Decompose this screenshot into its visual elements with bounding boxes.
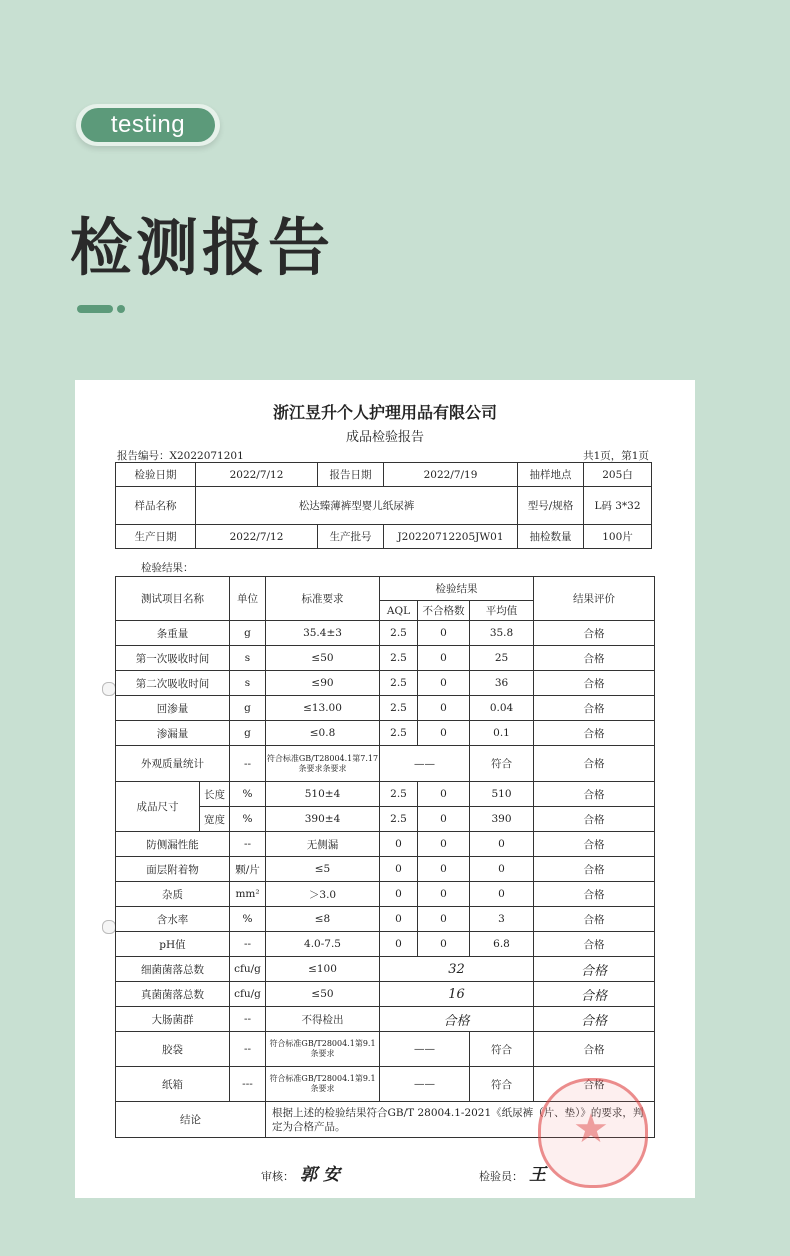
row-unit: g: [230, 621, 266, 646]
row-subitem: 长度: [200, 782, 230, 807]
row-item: 防侧漏性能: [116, 832, 230, 857]
row-standard: 符合标准GB/T28004.1第9.1条要求: [266, 1067, 380, 1102]
row-item: 杂质: [116, 882, 230, 907]
header-fail: 不合格数: [418, 601, 470, 621]
inspect-date: 2022/7/12: [196, 463, 318, 487]
row-item: 条重量: [116, 621, 230, 646]
conclusion-text: 根据上述的检验结果符合GB/T 28004.1-2021《纸尿裤（片、垫）》的要求，判定为合格产品。: [266, 1102, 655, 1138]
row-unit: --: [230, 1007, 266, 1032]
table-row: [116, 671, 655, 696]
row-eval: 合格: [534, 807, 655, 832]
row-eval: 合格: [534, 721, 655, 746]
testing-badge: [76, 104, 220, 146]
row-eval: 合格: [534, 646, 655, 671]
row-eval: 合格: [534, 932, 655, 957]
company-seal-stamp: [538, 1078, 648, 1188]
report-date: 2022/7/19: [384, 463, 518, 487]
row-aql: 2.5: [380, 671, 418, 696]
row-eval: 合格: [534, 782, 655, 807]
row-standard: 4.0-7.5: [266, 932, 380, 957]
row-avg: 符合: [470, 1067, 534, 1102]
reviewer-label: 审核：: [261, 1170, 294, 1183]
row-unit: g: [230, 696, 266, 721]
table-row: [116, 982, 655, 1007]
row-avg: 符合: [470, 746, 534, 782]
row-standard: 符合标准GB/T28004.1第9.1条要求: [266, 1032, 380, 1067]
row-unit: %: [230, 782, 266, 807]
row-eval: 合格: [534, 882, 655, 907]
table-row: [116, 721, 655, 746]
row-unit: s: [230, 646, 266, 671]
row-item: 第二次吸收时间: [116, 671, 230, 696]
row-fail: 0: [418, 782, 470, 807]
row-eval: 合格: [534, 832, 655, 857]
batch: J20220712205JW01: [384, 525, 518, 549]
row-unit: s: [230, 671, 266, 696]
row-aql: 2.5: [380, 721, 418, 746]
row-aql: 2.5: [380, 696, 418, 721]
row-unit: ---: [230, 1067, 266, 1102]
row-standard: 无侧漏: [266, 832, 380, 857]
table-row: [116, 957, 655, 982]
row-eval: 合格: [534, 1032, 655, 1067]
row-item: 胶袋: [116, 1032, 230, 1067]
row-avg: 0: [470, 882, 534, 907]
row-subitem: 宽度: [200, 807, 230, 832]
row-item: 第一次吸收时间: [116, 646, 230, 671]
row-standard: ≤8: [266, 907, 380, 932]
header-item: 测试项目名称: [116, 577, 230, 621]
table-row: [116, 782, 655, 807]
row-standard: 510±4: [266, 782, 380, 807]
table-row: [116, 932, 655, 957]
header-avg: 平均值: [470, 601, 534, 621]
header-aql: AQL: [380, 601, 418, 621]
row-unit: --: [230, 932, 266, 957]
conclusion-label: 结论: [116, 1102, 266, 1138]
prod-date: 2022/7/12: [196, 525, 318, 549]
row-eval: 合格: [534, 696, 655, 721]
row-eval: 合格: [534, 982, 655, 1007]
row-item: 回渗量: [116, 696, 230, 721]
row-standard: 390±4: [266, 807, 380, 832]
table-row: [116, 646, 655, 671]
qty: 100片: [584, 525, 652, 549]
handwritten-value: 合格: [380, 1007, 534, 1032]
row-eval: 合格: [534, 621, 655, 646]
table-row: [116, 832, 655, 857]
row-fail: 0: [418, 646, 470, 671]
row-fail: 0: [418, 882, 470, 907]
row-fail: 0: [418, 671, 470, 696]
row-fail: 0: [418, 832, 470, 857]
sample-name: 松达臻薄裤型婴儿纸尿裤: [196, 487, 518, 525]
model-label: 型号/规格: [518, 487, 584, 525]
row-standard: ≤0.8: [266, 721, 380, 746]
row-item: 面层附着物: [116, 857, 230, 882]
table-row: [116, 882, 655, 907]
page-heading: 检测报告: [70, 211, 335, 284]
test-results-table: [115, 576, 655, 1138]
row-dash: ——: [380, 1032, 470, 1067]
row-fail: 0: [418, 932, 470, 957]
row-unit: g: [230, 721, 266, 746]
row-aql: 2.5: [380, 782, 418, 807]
row-aql: 0: [380, 832, 418, 857]
row-unit: cfu/g: [230, 957, 266, 982]
row-eval: 合格: [534, 907, 655, 932]
row-eval: 合格: [534, 746, 655, 782]
row-eval: 合格: [534, 1067, 655, 1102]
binder-hole: [102, 920, 116, 934]
row-unit: %: [230, 907, 266, 932]
reviewer-name: 郭 安: [300, 1165, 340, 1185]
row-unit: 颗/片: [230, 857, 266, 882]
row-item: 含水率: [116, 907, 230, 932]
handwritten-value: 32: [380, 957, 534, 982]
row-avg: 35.8: [470, 621, 534, 646]
table-row: [116, 746, 655, 782]
sample-name-label: 样品名称: [116, 487, 196, 525]
row-aql: 0: [380, 932, 418, 957]
row-unit: cfu/g: [230, 982, 266, 1007]
row-aql: 2.5: [380, 807, 418, 832]
row-avg: 510: [470, 782, 534, 807]
row-eval: 合格: [534, 1007, 655, 1032]
row-item: 大肠菌群: [116, 1007, 230, 1032]
row-aql: 2.5: [380, 646, 418, 671]
row-eval: 合格: [534, 957, 655, 982]
table-row: [116, 1007, 655, 1032]
row-aql: 0: [380, 882, 418, 907]
row-aql: 0: [380, 857, 418, 882]
row-standard: ≤90: [266, 671, 380, 696]
header-standard: 标准要求: [266, 577, 380, 621]
star-icon: ★: [573, 1106, 609, 1152]
row-aql: 2.5: [380, 621, 418, 646]
page-count: 共1页，第1页: [583, 450, 649, 462]
inspector-label: 检验员：: [479, 1170, 523, 1183]
testing-badge-label: testing: [81, 108, 215, 142]
binder-hole: [102, 682, 116, 696]
row-standard: ≤13.00: [266, 696, 380, 721]
inspector-name: 王: [529, 1165, 546, 1185]
header-unit: 单位: [230, 577, 266, 621]
row-item: 成品尺寸: [116, 782, 200, 832]
row-avg: 符合: [470, 1032, 534, 1067]
row-eval: 合格: [534, 857, 655, 882]
report-number: 报告编号：X2022071201: [117, 450, 244, 462]
row-fail: 0: [418, 696, 470, 721]
reviewer-signature: [261, 1160, 340, 1185]
row-item: 纸箱: [116, 1067, 230, 1102]
row-standard: ≤50: [266, 982, 380, 1007]
table-row: [116, 907, 655, 932]
table-row: [116, 696, 655, 721]
row-standard: 不得检出: [266, 1007, 380, 1032]
row-standard: ≤100: [266, 957, 380, 982]
sample-place: 205白: [584, 463, 652, 487]
row-avg: 36: [470, 671, 534, 696]
row-fail: 0: [418, 857, 470, 882]
row-unit: --: [230, 1032, 266, 1067]
handwritten-value: 16: [380, 982, 534, 1007]
inspect-date-label: 检验日期: [116, 463, 196, 487]
inspector-signature: [479, 1160, 546, 1185]
row-item: 外观质量统计: [116, 746, 230, 782]
row-standard: 符合标准GB/T28004.1第7.17条要求条要求: [266, 746, 380, 782]
qty-label: 抽检数量: [518, 525, 584, 549]
model: L码 3*32: [584, 487, 652, 525]
table-row: [116, 857, 655, 882]
header-eval: 结果评价: [534, 577, 655, 621]
row-fail: 0: [418, 907, 470, 932]
row-eval: 合格: [534, 671, 655, 696]
row-avg: 3: [470, 907, 534, 932]
row-item: 渗漏量: [116, 721, 230, 746]
table-row: [116, 1032, 655, 1067]
row-item: 细菌菌落总数: [116, 957, 230, 982]
row-standard: ＞3.0: [266, 882, 380, 907]
row-avg: 390: [470, 807, 534, 832]
header-results: 检验结果: [380, 577, 534, 601]
row-unit: mm²: [230, 882, 266, 907]
accent-dash: [77, 305, 113, 313]
row-standard: ≤50: [266, 646, 380, 671]
table-row: [116, 621, 655, 646]
row-standard: 35.4±3: [266, 621, 380, 646]
row-avg: 25: [470, 646, 534, 671]
row-dash: ——: [380, 1067, 470, 1102]
row-avg: 0.1: [470, 721, 534, 746]
company-name: 浙江昱升个人护理用品有限公司: [272, 403, 497, 422]
row-standard: ≤5: [266, 857, 380, 882]
row-item: pH值: [116, 932, 230, 957]
results-label: 检验结果：: [141, 562, 194, 574]
report-title: 成品检验报告: [345, 430, 424, 445]
row-dash: ——: [380, 746, 470, 782]
report-date-label: 报告日期: [318, 463, 384, 487]
batch-label: 生产批号: [318, 525, 384, 549]
row-fail: 0: [418, 721, 470, 746]
inspection-report-document: [75, 380, 695, 1198]
prod-date-label: 生产日期: [116, 525, 196, 549]
row-avg: 0: [470, 857, 534, 882]
row-fail: 0: [418, 621, 470, 646]
row-avg: 0: [470, 832, 534, 857]
sample-info-table: [115, 462, 652, 549]
row-item: 真菌菌落总数: [116, 982, 230, 1007]
row-unit: %: [230, 807, 266, 832]
row-aql: 0: [380, 907, 418, 932]
row-avg: 6.8: [470, 932, 534, 957]
accent-dot: [117, 305, 125, 313]
row-fail: 0: [418, 807, 470, 832]
row-unit: --: [230, 746, 266, 782]
sample-place-label: 抽样地点: [518, 463, 584, 487]
row-avg: 0.04: [470, 696, 534, 721]
row-unit: --: [230, 832, 266, 857]
